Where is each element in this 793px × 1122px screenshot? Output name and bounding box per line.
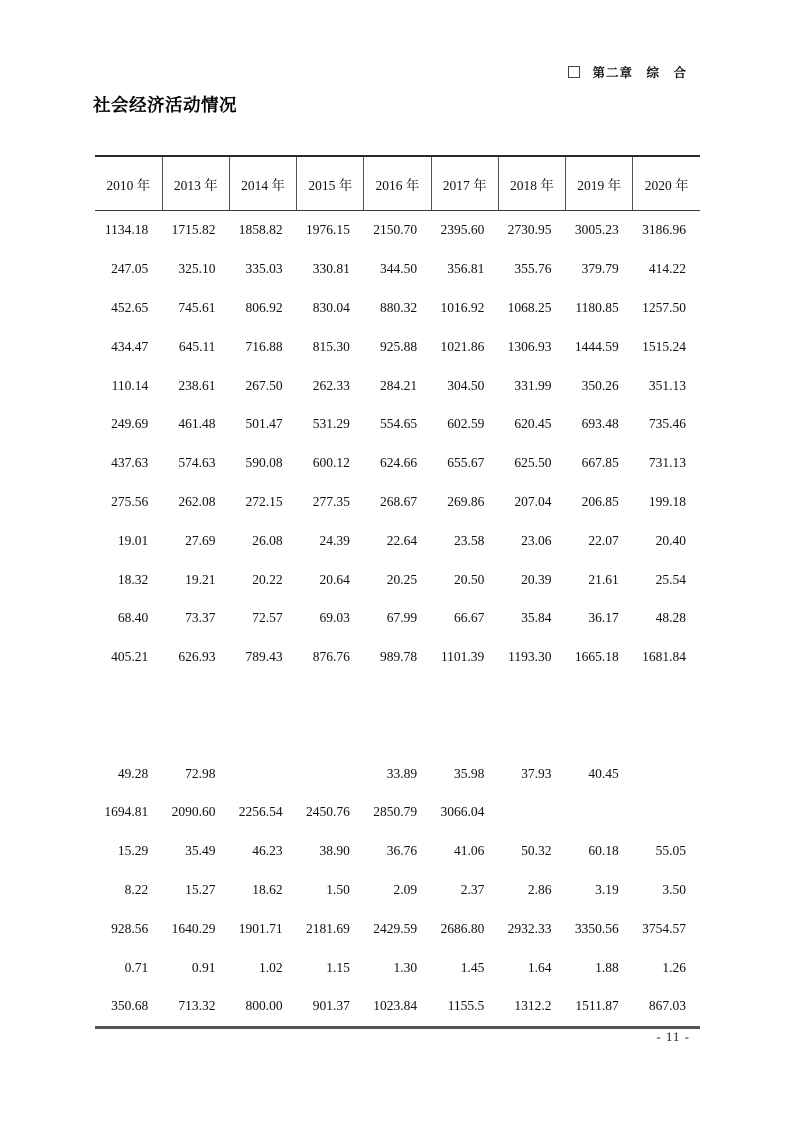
table-cell: 50.32: [521, 843, 552, 859]
table-cell: [95, 677, 162, 716]
table-cell: 23.06: [521, 532, 552, 548]
table-cell: 815.30: [312, 338, 350, 354]
table-cell: 1.50: [326, 881, 350, 897]
table-cell: 461.48: [178, 416, 216, 432]
table-cell: 350.26: [581, 377, 619, 393]
table-cell: [431, 715, 498, 754]
table-cell: 356.81: [447, 261, 485, 277]
table-cell: 20.39: [521, 571, 552, 587]
table-cell: 3005.23: [574, 222, 619, 238]
table-cell: 574.63: [178, 455, 216, 471]
table-cell: 268.67: [379, 493, 418, 509]
table-cell: 379.79: [581, 261, 619, 277]
table-cell: 1515.24: [642, 338, 686, 354]
table-cell: 1.15: [326, 959, 350, 975]
table-cell: 22.07: [588, 532, 619, 548]
table-cell: 405.21: [111, 649, 149, 665]
table-cell: 275.56: [111, 493, 149, 509]
table-cell: 23.58: [453, 532, 485, 548]
table-cell: 1715.82: [171, 222, 216, 238]
table-cell: 37.93: [521, 765, 552, 781]
table-cell: 1444.59: [574, 338, 619, 354]
table-cell: 789.43: [245, 649, 283, 665]
table-cell: 3.19: [595, 881, 619, 897]
table-row: [95, 832, 700, 871]
table-cell: 335.03: [245, 261, 283, 277]
year-header-cell: 2017 年: [431, 156, 498, 211]
table-cell: 1068.25: [507, 299, 552, 315]
table-cell: 3350.56: [574, 920, 619, 936]
table-cell: 8.22: [124, 881, 149, 897]
table-cell: 351.13: [648, 377, 686, 393]
table-row: [95, 327, 700, 366]
table-cell: 645.11: [178, 338, 216, 354]
table-cell: 247.05: [111, 261, 149, 277]
table-cell: 20.64: [319, 571, 350, 587]
table-cell: 2181.69: [306, 920, 350, 936]
table-cell: 330.81: [312, 261, 350, 277]
table-cell: 40.45: [588, 765, 619, 781]
table-cell: 901.37: [312, 998, 350, 1014]
table-cell: [633, 715, 700, 754]
page-number: - 11 -: [656, 1029, 690, 1044]
table-cell: 1155.5: [447, 998, 485, 1014]
table-cell: 262.33: [312, 377, 350, 393]
table-cell: 72.98: [185, 765, 216, 781]
table-cell: 800.00: [245, 998, 283, 1014]
table-cell: 735.46: [648, 416, 686, 432]
table-cell: 207.04: [514, 493, 552, 509]
table-cell: [633, 793, 700, 832]
table-cell: [498, 715, 565, 754]
table-cell: 66.67: [453, 610, 485, 626]
table-cell: 693.48: [581, 416, 619, 432]
table-cell: 0.91: [191, 959, 216, 975]
table-cell: 284.21: [379, 377, 418, 393]
table-cell: 1640.29: [171, 920, 216, 936]
table-cell: 55.05: [655, 843, 686, 859]
table-cell: 1193.30: [508, 649, 552, 665]
table-cell: 20.25: [386, 571, 418, 587]
table-cell: 206.85: [581, 493, 619, 509]
year-header-cell: 2014 年: [229, 156, 296, 211]
table-row: [95, 715, 700, 754]
table-cell: 238.61: [178, 377, 216, 393]
page-title: 社会经济活动情况: [93, 95, 237, 115]
table-cell: [162, 715, 229, 754]
table-cell: 20.40: [655, 532, 686, 548]
table-cell: [229, 754, 296, 793]
table-cell: 414.22: [648, 261, 686, 277]
table-cell: 745.61: [178, 299, 216, 315]
table-cell: 626.93: [178, 649, 216, 665]
table-cell: 1681.84: [642, 649, 686, 665]
table-cell: 1101.39: [440, 649, 485, 665]
table-cell: 24.39: [319, 532, 350, 548]
table-cell: 355.76: [514, 261, 552, 277]
table-cell: 1023.84: [373, 998, 418, 1014]
table-cell: 602.59: [447, 416, 485, 432]
table-row: [95, 560, 700, 599]
year-header-cell: 2016 年: [364, 156, 431, 211]
table-cell: 331.99: [514, 377, 552, 393]
table-cell: 1511.87: [575, 998, 619, 1014]
table-row: [95, 250, 700, 289]
year-header-cell: 2010 年: [95, 156, 162, 211]
table-cell: 830.04: [312, 299, 350, 315]
table-cell: [633, 754, 700, 793]
table-cell: 269.86: [447, 493, 485, 509]
table-cell: 67.99: [386, 610, 418, 626]
table-cell: [566, 793, 633, 832]
table-cell: 35.98: [453, 765, 485, 781]
statistics-table-container: [95, 155, 700, 1029]
table-cell: 36.76: [386, 843, 418, 859]
table-cell: 2932.33: [507, 920, 552, 936]
table-cell: 655.67: [447, 455, 485, 471]
table-cell: 3186.96: [642, 222, 686, 238]
table-cell: 554.65: [379, 416, 418, 432]
table-row: [95, 599, 700, 638]
chapter-marker-icon: [568, 66, 580, 78]
table-cell: 2150.70: [373, 222, 418, 238]
table-cell: 2686.80: [440, 920, 485, 936]
table-cell: 35.84: [521, 610, 552, 626]
table-cell: 110.14: [111, 377, 149, 393]
table-cell: 304.50: [447, 377, 485, 393]
table-row: [95, 793, 700, 832]
table-cell: [364, 677, 431, 716]
table-cell: 325.10: [178, 261, 216, 277]
table-cell: 1257.50: [642, 299, 686, 315]
table-cell: 1021.86: [440, 338, 485, 354]
table-cell: 19.21: [185, 571, 216, 587]
table-cell: 27.69: [185, 532, 216, 548]
table-cell: 72.57: [252, 610, 283, 626]
table-cell: 1.30: [393, 959, 418, 975]
table-row: [95, 405, 700, 444]
year-header-cell: 2019 年: [566, 156, 633, 211]
table-cell: 989.78: [379, 649, 418, 665]
table-cell: [162, 677, 229, 716]
year-header-cell: 2015 年: [297, 156, 364, 211]
table-cell: 48.28: [655, 610, 686, 626]
table-cell: [297, 677, 364, 716]
table-cell: 2850.79: [373, 804, 418, 820]
table-cell: 1312.2: [514, 998, 552, 1014]
table-row: [95, 754, 700, 793]
table-cell: [633, 677, 700, 716]
table-cell: 26.08: [252, 532, 283, 548]
table-cell: 262.08: [178, 493, 216, 509]
table-header: [95, 156, 700, 211]
table-cell: 38.90: [319, 843, 350, 859]
table-cell: 620.45: [514, 416, 552, 432]
table-cell: [566, 677, 633, 716]
table-cell: 1306.93: [507, 338, 552, 354]
table-cell: [229, 677, 296, 716]
table-cell: 25.54: [655, 571, 686, 587]
table-cell: 33.89: [386, 765, 418, 781]
table-cell: 667.85: [581, 455, 619, 471]
table-cell: [95, 715, 162, 754]
table-cell: 2.37: [460, 881, 485, 897]
table-cell: 21.61: [588, 571, 619, 587]
table-cell: 41.06: [453, 843, 485, 859]
table-cell: 2429.59: [373, 920, 418, 936]
table-cell: 2730.95: [507, 222, 552, 238]
statistics-table: [95, 155, 700, 1029]
table-cell: 35.49: [185, 843, 216, 859]
table-cell: 2090.60: [171, 804, 216, 820]
table-cell: 15.29: [117, 843, 149, 859]
table-cell: 731.13: [648, 455, 686, 471]
table-cell: 18.32: [117, 571, 149, 587]
table-cell: 19.01: [117, 532, 149, 548]
table-cell: [431, 677, 498, 716]
chapter-header: [568, 63, 687, 81]
table-cell: 1.88: [595, 959, 619, 975]
table-cell: 0.71: [124, 959, 149, 975]
table-row: [95, 211, 700, 250]
year-header-row: [95, 156, 700, 211]
table-cell: 46.23: [252, 843, 283, 859]
table-cell: 925.88: [379, 338, 418, 354]
year-header-cell: 2013 年: [162, 156, 229, 211]
table-cell: 1.02: [259, 959, 283, 975]
table-cell: 199.18: [648, 493, 686, 509]
table-row: [95, 521, 700, 560]
table-row: [95, 289, 700, 328]
table-cell: 1180.85: [575, 299, 619, 315]
table-cell: 452.65: [111, 299, 149, 315]
table-cell: 1016.92: [440, 299, 485, 315]
table-cell: [498, 793, 565, 832]
table-cell: 18.62: [252, 881, 283, 897]
table-cell: 20.50: [453, 571, 485, 587]
table-row: [95, 483, 700, 522]
table-cell: 625.50: [514, 455, 552, 471]
table-cell: [566, 715, 633, 754]
table-cell: 1.64: [527, 959, 552, 975]
table-cell: 3754.57: [642, 920, 686, 936]
table-row: [95, 909, 700, 948]
table-cell: 880.32: [379, 299, 418, 315]
table-cell: 272.15: [245, 493, 283, 509]
table-row: [95, 638, 700, 677]
table-cell: 3066.04: [440, 804, 485, 820]
table-row: [95, 871, 700, 910]
table-cell: 716.88: [245, 338, 283, 354]
table-cell: 867.03: [648, 998, 686, 1014]
table-cell: [364, 715, 431, 754]
table-cell: 15.27: [185, 881, 216, 897]
table-cell: 60.18: [588, 843, 619, 859]
year-header-cell: 2018 年: [498, 156, 565, 211]
table-cell: 1.26: [662, 959, 686, 975]
table-cell: 2395.60: [440, 222, 485, 238]
table-cell: 1858.82: [238, 222, 283, 238]
table-cell: 1694.81: [104, 804, 149, 820]
table-row: [95, 987, 700, 1027]
table-row: [95, 366, 700, 405]
table-body: [95, 211, 700, 1028]
table-cell: [297, 754, 364, 793]
table-cell: 1134.18: [104, 222, 149, 238]
table-cell: 2.09: [393, 881, 418, 897]
table-cell: 590.08: [245, 455, 283, 471]
chapter-header-text: 第二章 综 合: [592, 66, 687, 80]
table-cell: 350.68: [111, 998, 149, 1014]
table-cell: 928.56: [111, 920, 149, 936]
table-cell: 344.50: [379, 261, 418, 277]
table-cell: 249.69: [111, 416, 149, 432]
table-cell: 1976.15: [306, 222, 350, 238]
table-cell: 2256.54: [238, 804, 283, 820]
table-cell: 624.66: [379, 455, 418, 471]
table-cell: [229, 715, 296, 754]
table-cell: 434.47: [111, 338, 149, 354]
table-row: [95, 948, 700, 987]
table-cell: 2.86: [527, 881, 552, 897]
table-cell: 68.40: [117, 610, 149, 626]
table-cell: 713.32: [178, 998, 216, 1014]
table-row: [95, 677, 700, 716]
year-header-cell: 2020 年: [633, 156, 700, 211]
table-cell: 437.63: [111, 455, 149, 471]
table-cell: 277.35: [312, 493, 350, 509]
table-cell: 2450.76: [306, 804, 350, 820]
table-cell: 806.92: [245, 299, 283, 315]
table-cell: 36.17: [588, 610, 619, 626]
table-cell: 1901.71: [238, 920, 283, 936]
table-cell: 73.37: [185, 610, 216, 626]
table-cell: 69.03: [319, 610, 350, 626]
table-cell: [297, 715, 364, 754]
table-cell: 3.50: [662, 881, 686, 897]
table-cell: 1.45: [460, 959, 485, 975]
table-cell: [498, 677, 565, 716]
table-cell: 1665.18: [574, 649, 619, 665]
table-cell: 876.76: [312, 649, 350, 665]
table-cell: 22.64: [386, 532, 418, 548]
table-row: [95, 444, 700, 483]
table-cell: 501.47: [245, 416, 283, 432]
table-cell: 600.12: [312, 455, 350, 471]
table-cell: 49.28: [117, 765, 149, 781]
table-cell: 267.50: [245, 377, 283, 393]
table-cell: 531.29: [312, 416, 350, 432]
table-cell: 20.22: [252, 571, 283, 587]
